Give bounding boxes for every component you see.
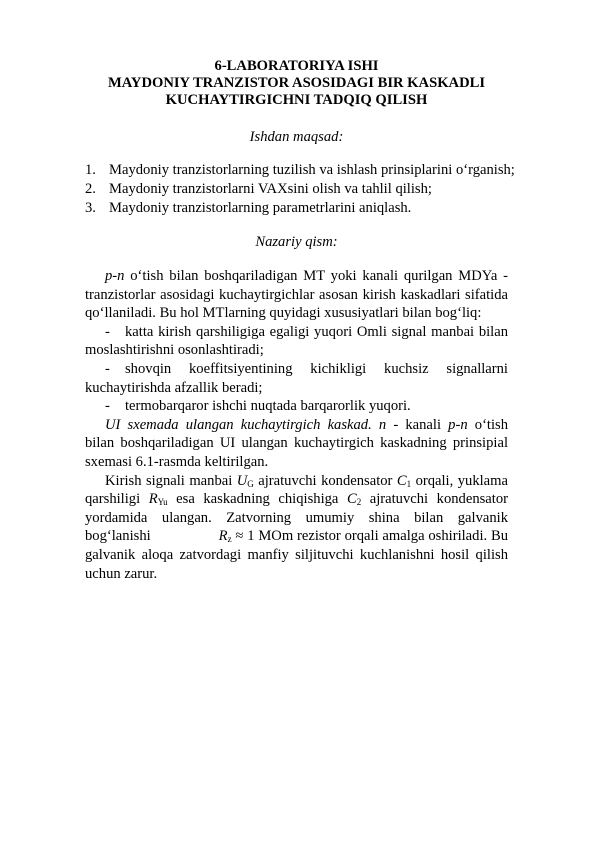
bullet-item [85, 397, 508, 416]
list-item-number: 3. [85, 200, 96, 216]
document-page [85, 58, 515, 583]
list-item-text: Maydoniy tranzistorlarning tuzilish va ishlash prinsiplarini o‘rganish; [109, 162, 515, 178]
symbol-c1-sub: 1 [406, 478, 412, 489]
list-item-text: Maydoniy tranzistorlarning parametrlarini aniqlash. [109, 200, 412, 216]
list-item [85, 199, 508, 218]
pn-term: p-n [448, 416, 468, 433]
symbol-rz: R [218, 528, 228, 545]
text-run: esa kaskadning chiqishiga [167, 491, 347, 508]
goal-heading: Ishdan maqsad: [249, 129, 344, 145]
list-item-number: 1. [85, 162, 96, 178]
pn-term: p-n [105, 268, 125, 284]
symbol-ryu: R [148, 491, 158, 508]
title-line-1: MAYDONIY TRANZISTOR ASOSIDAGI BIR KASKADLI [107, 75, 486, 91]
paragraph-intro [85, 267, 508, 323]
bullet-text: shovqin koeffitsiyentining kichikligi kuchsiz signallarni kuchaytirishda afzallik beradi; [85, 360, 508, 396]
paragraph-intro-text: o‘tish bilan boshqariladigan MT yoki kanali qurilgan MDYa - tranzistorlar asosidagi kuchaytirgichlar asosan kirish kaskadlari sifatida qo‘llaniladi. Bu hol MTlarning quyidagi xususiyatlari bilan bog‘liq: [85, 268, 508, 322]
list-item-number: 2. [85, 181, 96, 197]
n-term: n [378, 416, 387, 433]
goals-list [85, 161, 515, 218]
circuit-lead: UI sxemada ulangan kuchaytirgich kaskad. [105, 416, 372, 433]
lab-number: 6-LABORATORIYA ISHI [214, 58, 379, 74]
symbol-c2-sub: 2 [356, 497, 362, 508]
text-run: - kanali [386, 416, 449, 433]
symbol-ug-sub: G [247, 478, 254, 489]
bullet-dash: - [105, 323, 110, 340]
text-run: ajratuvchi kondensator [253, 472, 397, 489]
symbol-ryu-sub: Yu [157, 497, 168, 508]
symbol-rz-sub: z [227, 534, 232, 545]
text-run: orqali, yuklama qarshiligi [85, 472, 508, 508]
paragraph-signal [85, 472, 508, 584]
text-run: ≈ 1 MOm rezistor orqali amalga oshiriladi. Bu galvanik aloqa zatvordagi manfiy siljituvchi kuchlanishni hosil qilish uchun zarur. [85, 528, 508, 582]
symbol-c1: C [396, 472, 407, 489]
title-line-2: KUCHAYTIRGICHNI TADQIQ QILISH [165, 92, 428, 108]
theory-heading: Nazariy qism: [255, 234, 338, 250]
bullet-item [85, 323, 508, 360]
bullet-text: katta kirish qarshiligiga egaligi yuqori Omli signal manbai bilan moslashtirishni osonlashtiradi; [85, 323, 508, 359]
bullet-dash: - [105, 398, 110, 415]
bullet-dash: - [105, 360, 110, 377]
list-item [85, 180, 508, 199]
paragraph-circuit [85, 416, 508, 472]
symbol-c2: C [346, 491, 357, 508]
list-item-text: Maydoniy tranzistorlarni VAXsini olish va tahlil qilish; [109, 181, 432, 197]
bullet-item [85, 360, 508, 397]
text-run: o‘tish bilan boshqariladigan UI ulangan kuchaytirgich kaskadning prinsipial sxemasi 6.1-rasmda keltirilgan. [85, 416, 509, 470]
symbol-ug: U [236, 472, 248, 489]
list-item [85, 161, 515, 180]
text-run: Kirish signali manbai [105, 472, 237, 489]
bullet-text: termobarqaror ishchi nuqtada barqarorlik yuqori. [125, 398, 411, 415]
text-run: ajratuvchi kondensator yordamida ulangan. Zatvorning umumiy shina bilan galvanik bog‘lanishi [85, 491, 508, 545]
